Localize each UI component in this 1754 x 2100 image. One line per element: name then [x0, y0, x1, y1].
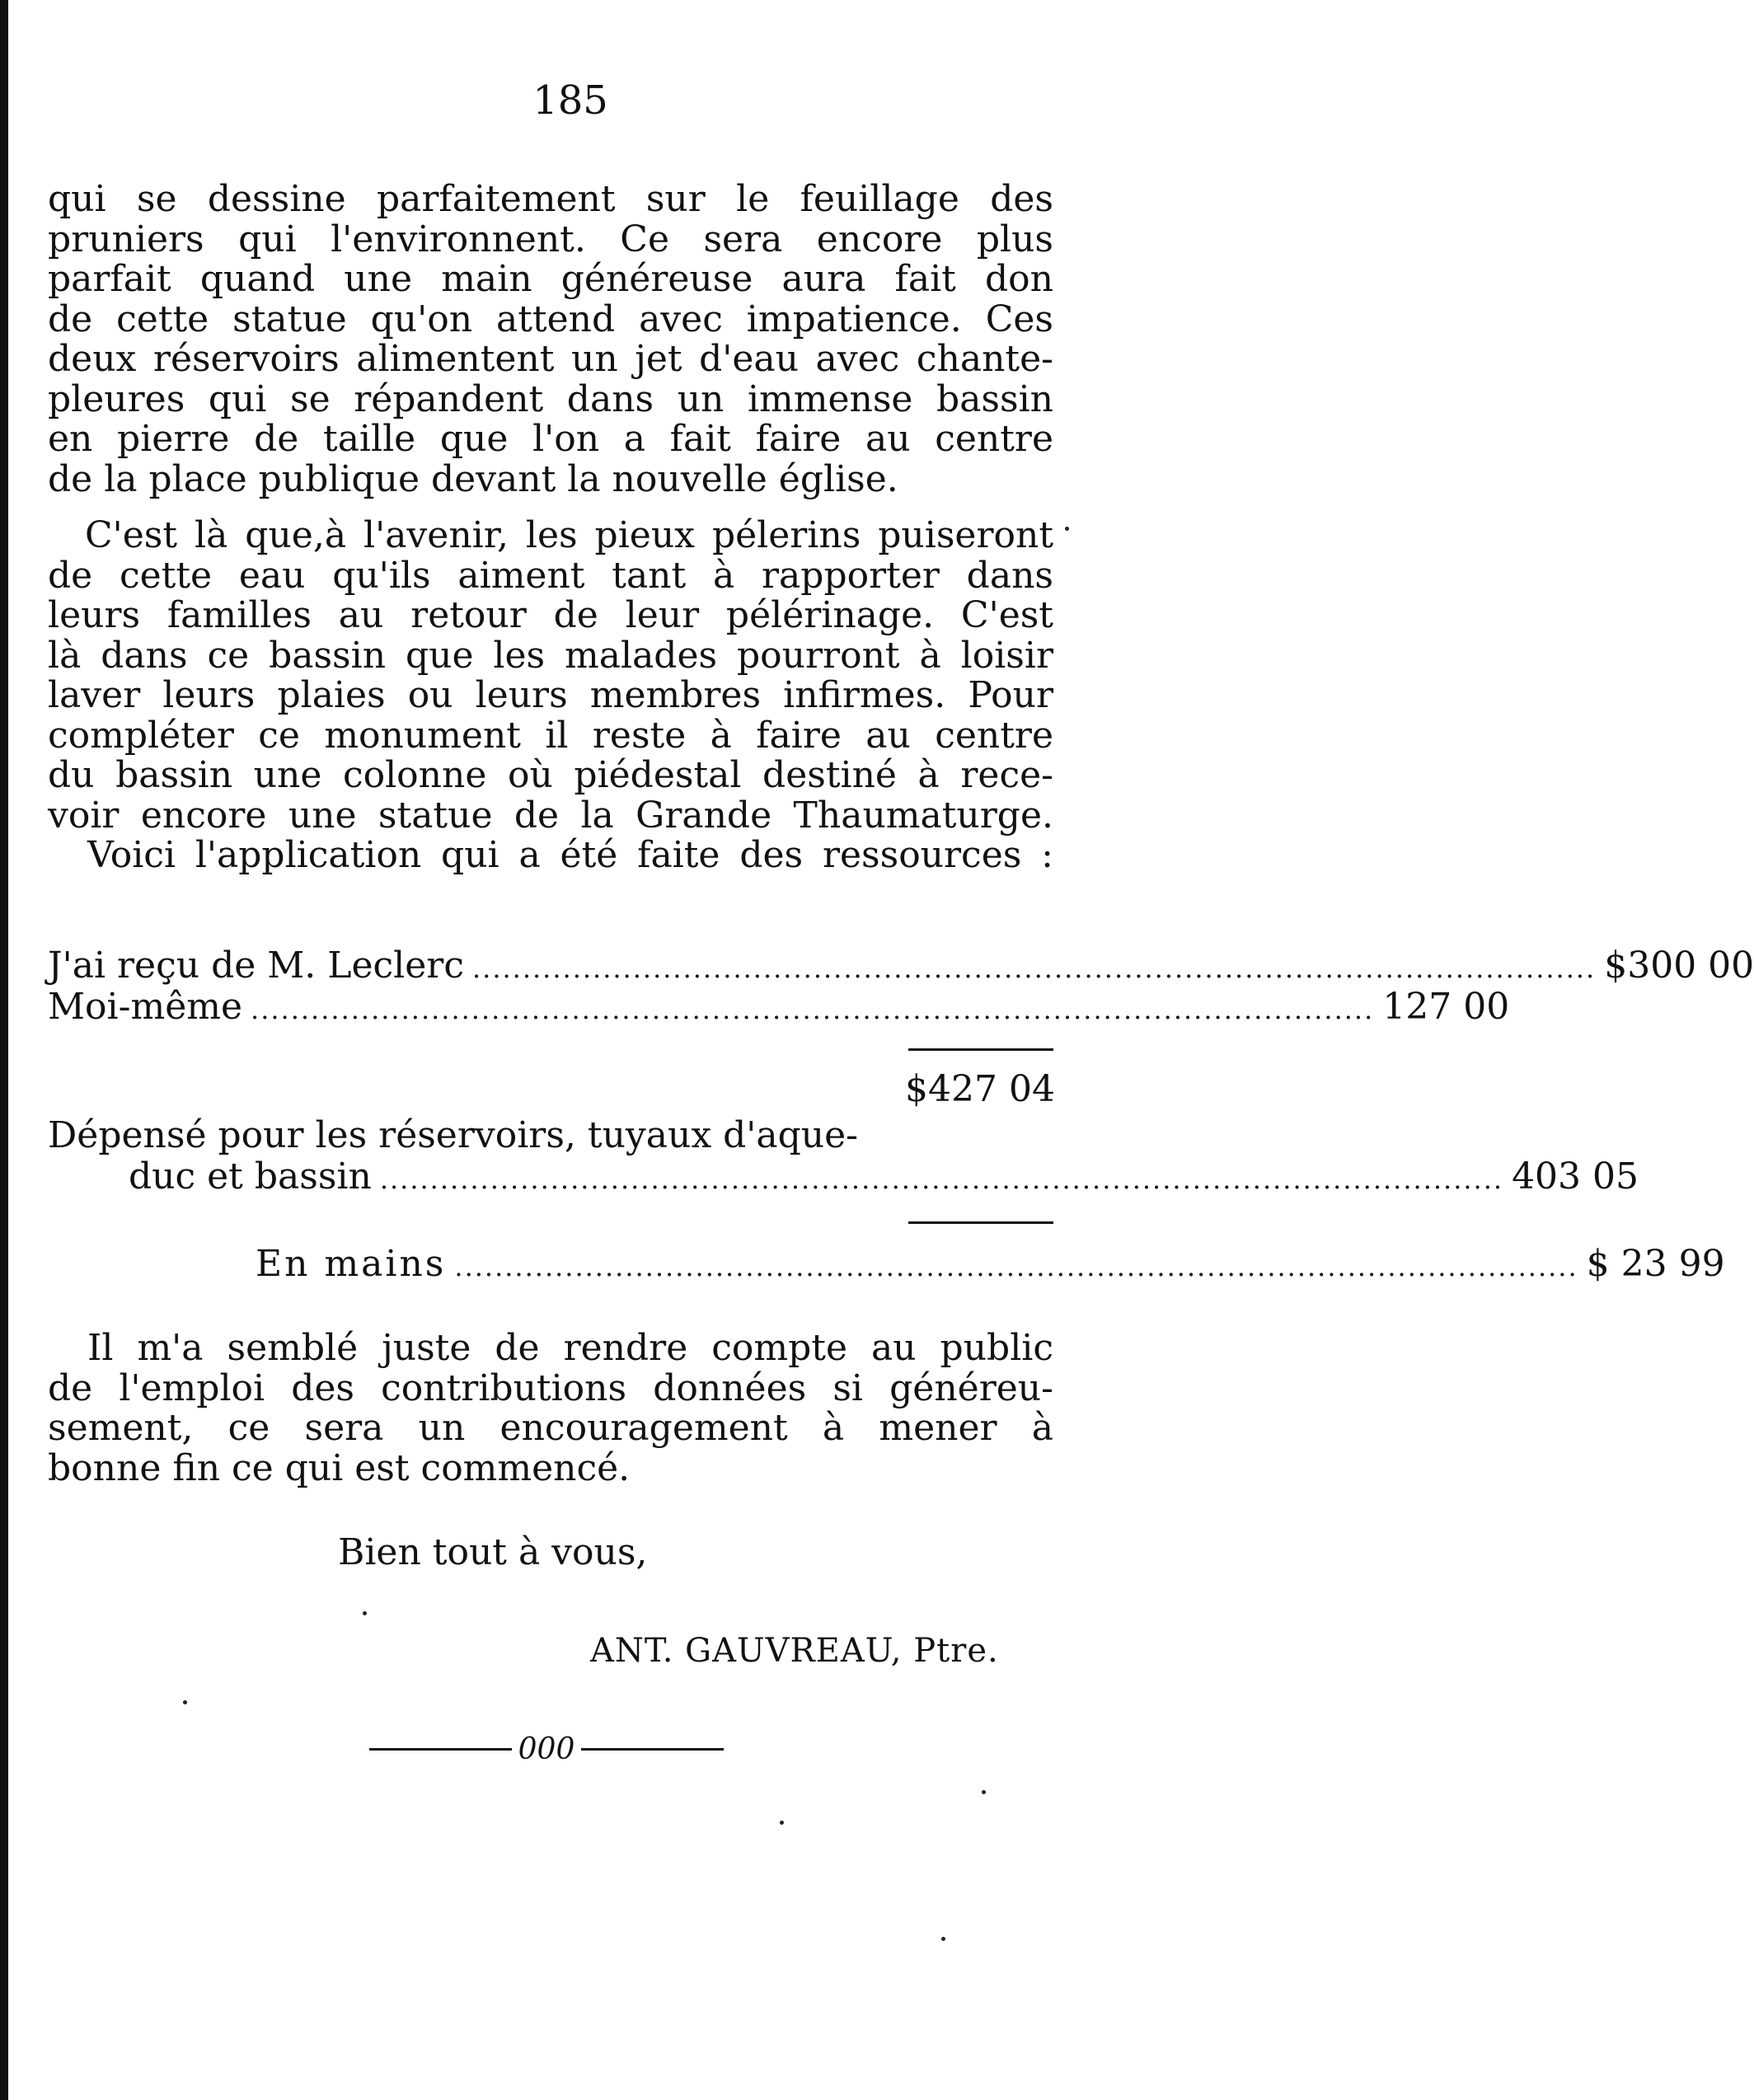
text-line: C'est là que,à l'avenir, les pieux pélerins puiseront [85, 514, 1053, 556]
print-speck [780, 1821, 784, 1825]
text-line: compléter ce monument il reste à faire au centre [48, 714, 1053, 757]
page-number: 185 [532, 77, 608, 124]
text-line: de l'emploi des contributions données si généreu- [48, 1366, 1053, 1409]
page-edge-shadow [0, 0, 8, 2100]
text-line: pruniers qui l'environnent. Ce sera encore plus [48, 218, 1053, 260]
text-line: parfait quand une main généreuse aura fait don [48, 258, 1053, 300]
leader-dots: ................................................................................................................ [471, 953, 1597, 984]
closing-salutation: Bien tout à vous, [338, 1531, 648, 1573]
section-divider [369, 1732, 724, 1765]
paragraph-3 [48, 1329, 1053, 1488]
ledger-amount: $427 04 [905, 1068, 1055, 1110]
leader-dots: ................................................................................................................ [454, 1251, 1578, 1282]
ledger-row-self [48, 986, 1510, 1028]
text-line: de la place publique devant la nouvelle église. [48, 457, 898, 500]
text-line: sement, ce sera un encouragement à mener à [48, 1407, 1053, 1449]
ledger-label: J'ai reçu de M. Leclerc [48, 945, 464, 987]
text-line: voir encore une statue de la Grande Thaumaturge. [48, 794, 1053, 837]
text-line: qui se dessine parfaitement sur le feuillage des [48, 178, 1053, 220]
ledger-row-spent-line1 [48, 1114, 1053, 1154]
paragraph-2 [48, 516, 1053, 876]
text-line: du bassin une colonne où piédestal destiné à rece- [48, 754, 1053, 796]
print-speck [941, 1937, 945, 1941]
text-line: bonne fin ce qui est commencé. [48, 1446, 631, 1489]
leader-dots: ................................................................................................................ [251, 994, 1375, 1025]
text-line: là dans ce bassin que les malades pourront à loisir [48, 634, 1053, 677]
divider-mark: 000 [518, 1732, 575, 1766]
signature: ANT. GAUVREAU, Ptre. [590, 1632, 999, 1670]
print-speck [1065, 527, 1069, 531]
ledger-amount: $300 00 [1604, 945, 1754, 987]
text-line: Il m'a semblé juste de rendre compte au public [87, 1327, 1053, 1369]
print-speck [982, 1790, 986, 1794]
text-line: en pierre de taille que l'on a fait faire au centre [48, 418, 1053, 460]
ledger-amount: 127 00 [1382, 986, 1510, 1028]
text-line: de cette eau qu'ils aiment tant à rapporter dans [48, 554, 1053, 597]
print-speck [183, 1700, 187, 1704]
text-line: deux réservoirs alimentent un jet d'eau avec chante- [48, 338, 1053, 380]
leader-dots: ................................................................................................................ [379, 1164, 1504, 1195]
ledger-label: En mains [256, 1243, 447, 1285]
text-line: laver leurs plaies ou leurs membres infirmes. Pour [48, 674, 1053, 716]
ledger-row-spent [129, 1155, 1639, 1198]
text-line: de cette statue qu'on attend avec impatience. Ces [48, 298, 1053, 340]
ledger-row-subtotal [48, 1068, 1053, 1108]
ledger-row-received [48, 945, 1754, 987]
text-line: pleures qui se répandent dans un immense bassin [48, 377, 1053, 420]
subtotal-rule [908, 1048, 1053, 1051]
balance-rule [908, 1221, 1053, 1224]
ledger-label: duc et bassin [129, 1155, 372, 1198]
text-line: Voici l'application qui a été faite des ressources : [87, 834, 1053, 876]
ledger-label: Dépensé pour les réservoirs, tuyaux d'aque- [48, 1114, 859, 1156]
ledger-label: Moi-même [48, 986, 243, 1028]
ledger-row-balance [256, 1243, 1725, 1285]
paragraph-1 [48, 180, 1053, 499]
text-line: leurs familles au retour de leur pélérinage. C'est [48, 594, 1053, 636]
ledger-amount: 403 05 [1512, 1155, 1639, 1198]
print-speck [363, 1611, 367, 1615]
ledger-amount: $ 23 99 [1586, 1243, 1725, 1285]
